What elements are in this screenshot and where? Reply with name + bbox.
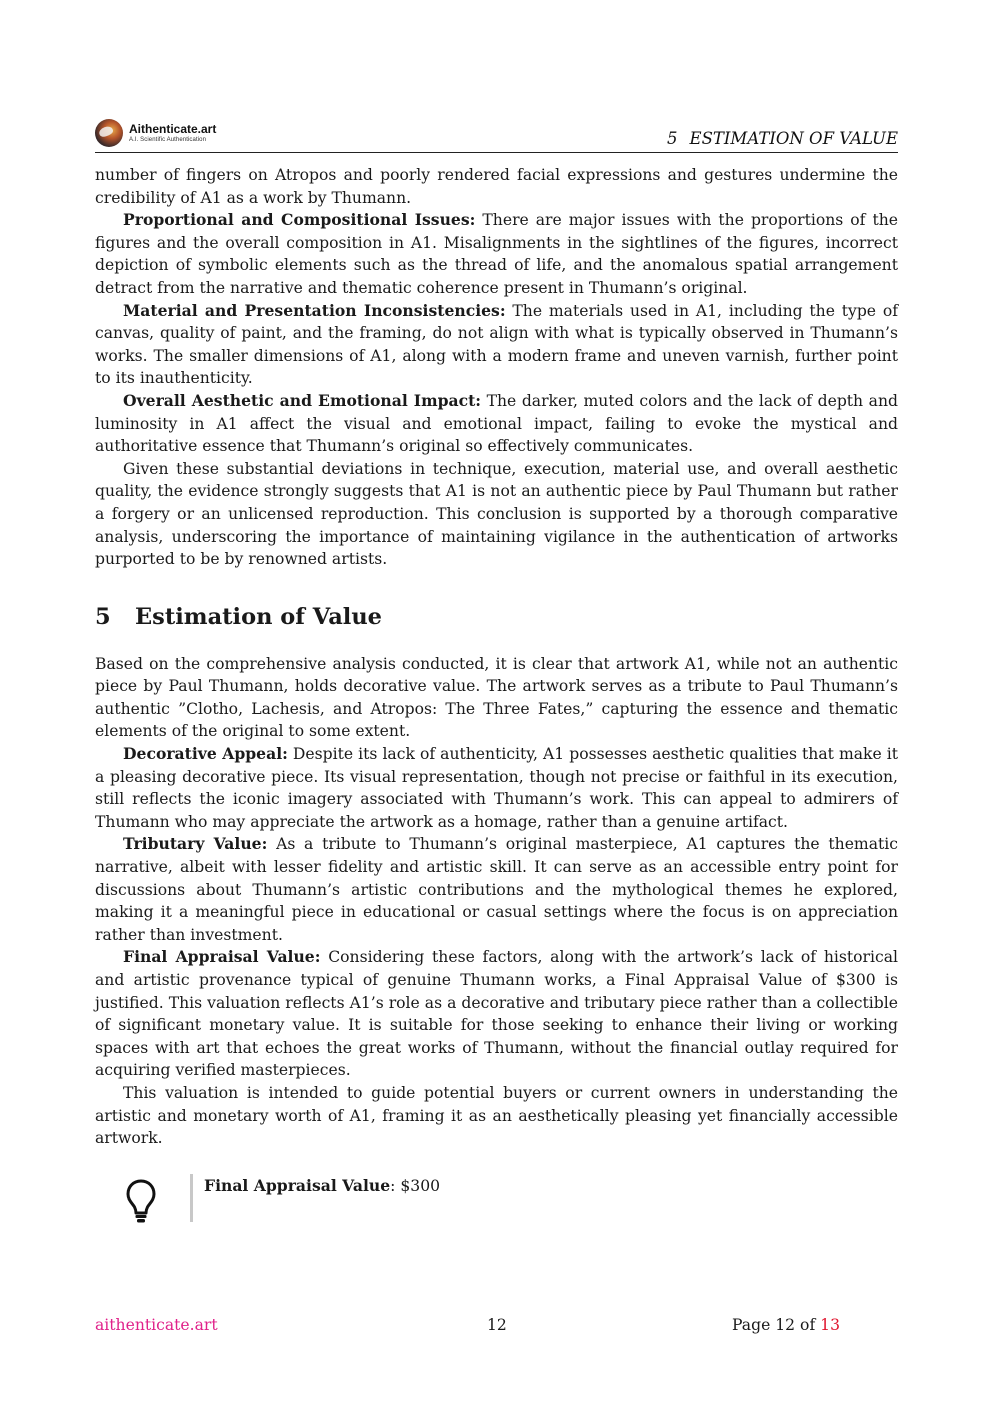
closing-paragraph: This valuation is intended to guide potential buyers or current owners in understanding the artistic and monetary worth of A1, framing it as an aesthetically pleasing yet financially accessible artwork. (95, 1083, 898, 1148)
issue-heading: Overall Aesthetic and Emotional Impact: (123, 390, 482, 410)
footer-site-link[interactable]: aithenticate.art (95, 1316, 218, 1334)
value-text: Despite its lack of authenticity, A1 possesses aesthetic qualities that make it a pleasing decorative piece. Its visual representation, though not precise or faithful in its execution, still reflects the iconic imagery associated with Thumann’s work. This can appeal to admirers of Thumann who may appreciate the artwork as a homage, rather than a genuine artifact. (95, 745, 898, 831)
callout-bar (190, 1174, 193, 1222)
main-content (95, 164, 898, 1232)
section-intro-paragraph: Based on the comprehensive analysis conducted, it is clear that artwork A1, while not an authentic piece by Paul Thumann, holds decorative value. The artwork serves as a tribute to Paul Thumann’s authentic ”Clotho, Lachesis, and Atropos: The Three Fates,” capturing the essence and thematic elements of the original to some extent. (95, 654, 898, 741)
issue-text: The materials used in A1, including the type of canvas, quality of paint, and the framing, do not align with what is typically observed in Thumann’s works. The smaller dimensions of A1, along with a modern frame and uneven varnish, further point to its inauthenticity. (95, 301, 898, 388)
header-rule (95, 152, 898, 153)
value-text: As a tribute to Thumann’s original masterpiece, A1 captures the thematic narrative, albeit with lesser fidelity and artistic skill. It can serve as an accessible entry point for discussions about Thumann’s artistic contributions and the mythological themes he explored, making it a meaningful piece in educational or casual settings where the focus is on appreciation rather than investment. (95, 835, 898, 944)
value-heading: Tributary Value: (123, 834, 268, 854)
issue-paragraph (95, 300, 898, 390)
callout-value: : $300 (390, 1176, 441, 1195)
value-paragraph (95, 743, 898, 833)
value-text: Considering these factors, along with the artwork’s lack of historical and artistic provenance typical of genuine Thumann works, a Final Appraisal Value of $300 is justified. This valuation reflects A1’s role as a decorative and tributary piece rather than a collectible of significant monetary value. It is suitable for those seeking to enhance their living or working spaces with art that echoes the great works of Thumann, without the financial outlay required for acquiring verified masterpieces. (95, 948, 898, 1080)
value-paragraph (95, 833, 898, 946)
value-paragraph (95, 946, 898, 1082)
running-header-title: ESTIMATION OF VALUE (689, 129, 898, 148)
brand-logo (95, 119, 216, 147)
footer-page-number: 12 (487, 1316, 507, 1334)
issue-paragraph (95, 390, 898, 458)
issue-paragraph (95, 209, 898, 299)
issue-text: The darker, muted colors and the lack of depth and luminosity in A1 affect the visual and emotional impact, failing to evoke the mystical and authoritative essence that Thumann’s original so effectively communicates. (95, 391, 898, 456)
issue-text: There are major issues with the proportions of the figures and the overall composition in A1. Misalignments in the sightlines of the figures, incorrect depiction of symbolic elements such as the thread of life, and the anomalous spatial arrangement detract from the narrative and thematic coherence present in Thumann’s original. (95, 211, 898, 297)
callout-text (204, 1175, 440, 1197)
logo-mark-icon (95, 119, 123, 147)
lightbulb-icon (125, 1178, 157, 1224)
logo-text (129, 123, 216, 143)
callout-label: Final Appraisal Value (204, 1175, 391, 1195)
section-heading (95, 602, 898, 632)
issue-heading: Material and Presentation Inconsistencies: (123, 300, 506, 320)
conclusion-paragraph: Given these substantial deviations in technique, execution, material use, and overall aesthetic quality, the evidence strongly suggests that A1 is not an authentic piece by Paul Thumann but rather a forgery or an unlicensed reproduction. This conclusion is supported by a thorough comparative analysis, underscoring the importance of maintaining vigilance in the authentication of artworks purported to be by renowned artists. (95, 459, 898, 569)
intro-paragraph: number of fingers on Atropos and poorly rendered facial expressions and gestures undermine the credibility of A1 as a work by Thumann. (95, 166, 898, 207)
appraisal-callout (95, 1172, 898, 1232)
logo-name: Aithenticate.art (129, 122, 217, 136)
footer-page-total: 13 (820, 1316, 841, 1334)
section-title: Estimation of Value (135, 603, 382, 630)
logo-tagline: A.I. Scientific Authentication (129, 137, 207, 143)
value-heading: Final Appraisal Value: (123, 947, 321, 967)
section-number: 5 (95, 603, 111, 630)
value-heading: Decorative Appeal: (123, 744, 288, 764)
footer-page-count (732, 1316, 840, 1334)
issue-heading: Proportional and Compositional Issues: (123, 210, 476, 230)
running-header (667, 129, 898, 148)
running-header-number: 5 (667, 129, 678, 148)
footer-page-prefix: Page 12 of (732, 1316, 821, 1334)
